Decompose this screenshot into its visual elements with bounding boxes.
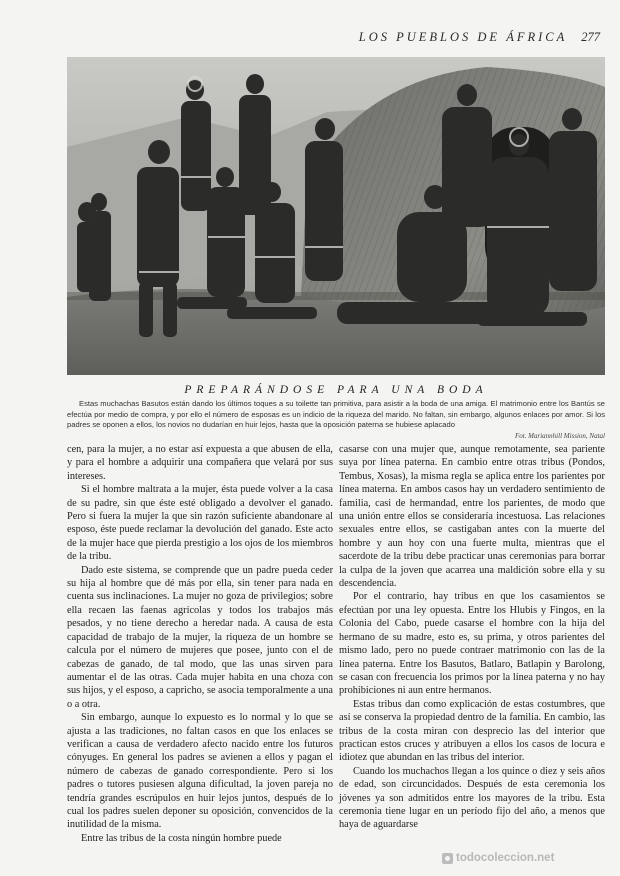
figure-caption-text: Estas muchachas Basutos están dando los últimos toques a su toilette tan primitiva, para asistir a la boda de una amiga. El matrimonio entre los Bantús se efectúa por medio de compra, y por ello el número de esposas es un indicio de la riqueza del marido. No faltan, sin embargo, algunos enlaces por amor. Si los padres se oponen a ellos, los novios no dudarían en huir lejos, hasta que la oposición paterna se hubiese aplacado	[67, 399, 605, 430]
paragraph: Cuando los muchachos llegan a los quince o diez y seis años de edad, son circuncidados. Después de esta ceremonia los jóvenes ya son admitidos entre los mayores de la tribu. Esta ceremonia tiene lugar en un período fijo del año, a menos que haya de aguardarse	[339, 765, 605, 831]
photograph-illustration	[67, 57, 605, 375]
figure-caption-title: PREPARÁNDOSE PARA UNA BODA	[184, 384, 488, 396]
paragraph: Sin embargo, aunque lo expuesto es lo normal y lo que se ajusta a las tradiciones, no faltan casos en que los enlaces se verifican a causa de verdadero afecto nacido entre los futuros cónyuges. En general los padres se avienen a ellos y pagan el número de cabezas de ganado correspondiente. Pero si los padres o tutores pusiesen alguna dificultad, la joven pareja no tendría grandes escrúpulos en huir lejos juntos, después de lo cual los padres suelen deponer su oposición, convencidos de la inutilidad de la misma.	[67, 712, 333, 831]
paragraph: Dado este sistema, se comprende que un padre pueda ceder su hija al hombre que dé más por ella, sin tener para nada en cuenta sus inclinaciones. La mujer no goza de privilegios; sobre ella recaen las faenas agrícolas y todos los trabajos más pesados, y no tiene derecho a heredar nada. A causa de esta capacidad de trabajo de la mujer, la riqueza de un hombre se calcula por el número de mujeres que posee, junto con el de cabezas de ganado, de tal modo, que las unas sirven para aumentar el de las otras. Cada mujer habita en una choza con sus hijos, y el esposo, a capricho, se asocia temporalmente a una o a otra.	[67, 564, 333, 710]
watermark-text: todocoleccion.net	[456, 852, 555, 864]
photo-credit: Fot. Mariannhill Mission, Natal	[514, 432, 605, 440]
text-column-right	[339, 443, 605, 832]
watermark	[442, 850, 554, 866]
paragraph: Si el hombre maltrata a la mujer, ésta puede volver a la casa de su padre, sin que éste esté obligado a devolver el ganado. Pero si fuera la mujer la que sin razón suficiente abandonare al esposo, éste puede reclamar la devolución del ganado. Este acto de la mujer hace que pierda prestigio a los ojos de los miembros de la tribu.	[67, 484, 333, 563]
todocoleccion-logo-icon	[442, 853, 453, 864]
running-header	[300, 30, 600, 45]
paragraph: Estas tribus dan como explicación de estas costumbres, que así se conserva la propiedad dentro de la familia. En cambio, las tribus de la costa miran con desprecio las del interior que practican estos cruces y atribuyen a ellos los casos de locura e idiotez que abundan en las tribus del interior.	[339, 698, 605, 764]
photograph-wedding-preparation	[67, 57, 605, 375]
paragraph: Entre las tribus de la costa ningún hombre puede	[81, 832, 282, 844]
running-title: LOS PUEBLOS DE ÁFRICA	[358, 30, 568, 44]
page-number: 277	[581, 30, 600, 44]
text-column-left	[67, 443, 333, 845]
paragraph: casarse con una mujer que, aunque remotamente, sea pariente suya por línea paterna. En cambio entre otras tribus (Pondos, Tembus, Xosas), la misma regla se aplica entre los parientes por línea materna. En ambos casos hay un verdadero sentimiento de familia, casi de hermandad, entre los parientes, de modo que una unión entre ellos se consideraría incestuosa. Las relaciones sexuales entre ellos, se castigaban antes con la muerte del hombre y aun hoy con una fuerte multa, mientras que el sacerdote de la tribu debe practicar unas ceremonias para borrar la culpa de la joven que acarrea una maldición sobre ella y su descendencia.	[339, 444, 605, 590]
paragraph: cen, para la mujer, a no estar así expuesta a que abusen de ella, y para el hombre a adquirir una compañera que velará por sus intereses.	[67, 444, 333, 482]
paragraph: Por el contrario, hay tribus en que los casamientos se efectúan por una ley opuesta. Entre los Hlubis y Fingos, en la Colonia del Cabo, puede casarse el hombre con la hija del hermano de su madre, esto es, su prima, y otros parientes del mismo lado, pero no puede contraer matrimonio con las de la línea paterna. Entre los Basutos, Batlaro, Batlapin y Barolong, se casan con frecuencia los primos por la línea paterna y no hay prohibiciones ni aun entre hermanos.	[339, 591, 605, 697]
